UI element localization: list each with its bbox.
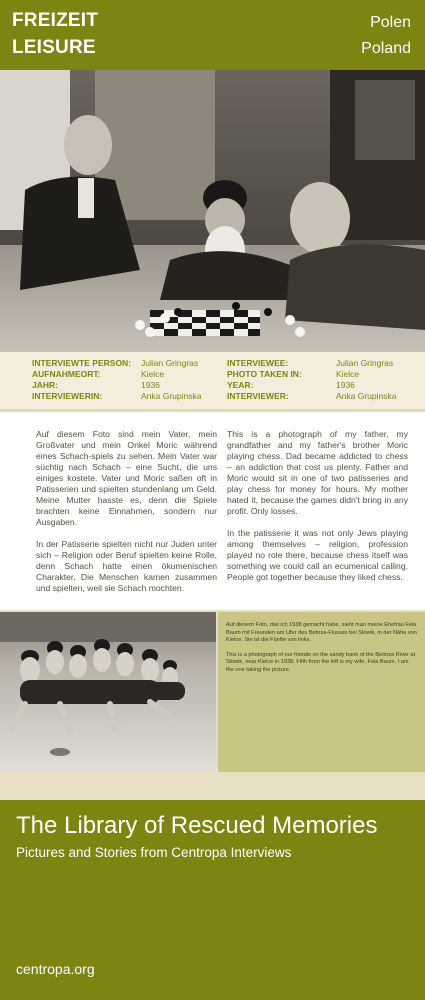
section-title-german: FREIZEIT <box>12 10 99 31</box>
beach-photo <box>0 612 216 772</box>
meta-value: Anka Grupinska <box>141 391 202 401</box>
meta-row-interviewer-en <box>227 391 412 402</box>
meta-row-year-en <box>227 380 412 391</box>
metadata-german <box>32 358 212 408</box>
country-english: Poland <box>361 40 411 57</box>
story-paragraph: In the patisserie it was not only Jews playing among themselves – religion, profession played no role there, because chess itself was something we could call an ecumenical calling. People got together because they liked chess. <box>227 528 408 582</box>
meta-label: PHOTO TAKEN IN: <box>227 369 302 379</box>
meta-row-place-de <box>32 369 212 380</box>
library-title: The Library of Rescued Memories <box>16 812 378 839</box>
meta-value: 1936 <box>336 380 355 390</box>
chess-photo-illustration <box>0 70 425 352</box>
meta-row-interviewee-de <box>32 358 212 369</box>
meta-value: Julian Gringras <box>141 358 199 368</box>
story-paragraph: Auf diesem Foto sind mein Vater, mein Großvater und mein Onkel Moric während eines Schach-spiels zu sehen. Mein Vater war süchtig nach Schach – eine Sucht, die uns einiges kostete. Vater und Moric saßen oft in Patisserien und spielten stundenlang um Geld. Meine Mutter hasste es, denn die Spiele brachten keine Einnahmen, sondern nur Ausgaben. <box>36 429 217 527</box>
meta-row-interviewer-de <box>32 391 212 402</box>
section-title-english: LEISURE <box>12 37 96 58</box>
meta-label: INTERVIEWER: <box>227 391 289 401</box>
meta-row-place-en <box>227 369 412 380</box>
meta-label: JAHR: <box>32 380 58 390</box>
chess-photo <box>0 70 425 352</box>
website-link[interactable]: centropa.org <box>16 961 95 977</box>
meta-value: Anka Grupinska <box>336 391 397 401</box>
story-text-area <box>0 412 425 610</box>
meta-row-interviewee-en <box>227 358 412 369</box>
footer-band <box>0 800 425 1000</box>
meta-value: Julian Gringras <box>336 358 394 368</box>
story-english <box>227 429 408 583</box>
library-subtitle: Pictures and Stories from Centropa Interviews <box>16 845 292 860</box>
meta-label: AUFNAHMEORT: <box>32 369 101 379</box>
meta-label: INTERVIEWERIN: <box>32 391 103 401</box>
header-band <box>0 0 425 70</box>
story-paragraph: This is a photograph of my father, my grandfather and my father's brother Moric playing chess. Dad became addicted to chess – an addiction that cost us plenty. Father and Moric would sit in one of two patisseries and play chess for money for hours. My mother hated it, because the games didn't bring in any profit. Only losses. <box>227 429 408 516</box>
story-german <box>36 429 217 594</box>
meta-value: Kielce <box>336 369 360 379</box>
beach-photo-caption <box>218 612 425 772</box>
beach-photo-illustration <box>0 612 216 772</box>
meta-label: YEAR: <box>227 380 254 390</box>
meta-value: 1936 <box>141 380 160 390</box>
meta-row-year-de <box>32 380 212 391</box>
meta-label: INTERVIEWTE PERSON: <box>32 358 132 368</box>
caption-german: Auf diesem Foto, das ich 1938 gemacht habe, sieht man meine Ehefrau Fela Baum mit Freunden am Ufer des Bebrza-Flusses bei Slowik, in der Nähe von Kielce. Sie ist die Fünfte von links. <box>226 622 417 643</box>
meta-label: INTERVIEWEE: <box>227 358 289 368</box>
country-german: Polen <box>370 14 411 31</box>
caption-english: This is a photograph of our friends on the sandy bank of the Biebrza River at Slowik, near Kielce in 1938. Fifth from the left is my wife, Fela Baum. I am the one taking the picture. <box>226 651 416 673</box>
metadata-english <box>227 358 412 408</box>
story-paragraph: In der Patisserie spielten nicht nur Juden unter sich – Religion oder Beruf spielten keine Rolle, denn Schach hatte einen ökumenischen Charakter. Die Menschen kamen zusammen und spielten, weil sie Schach mochten. <box>36 539 217 593</box>
meta-value: Kielce <box>141 369 165 379</box>
